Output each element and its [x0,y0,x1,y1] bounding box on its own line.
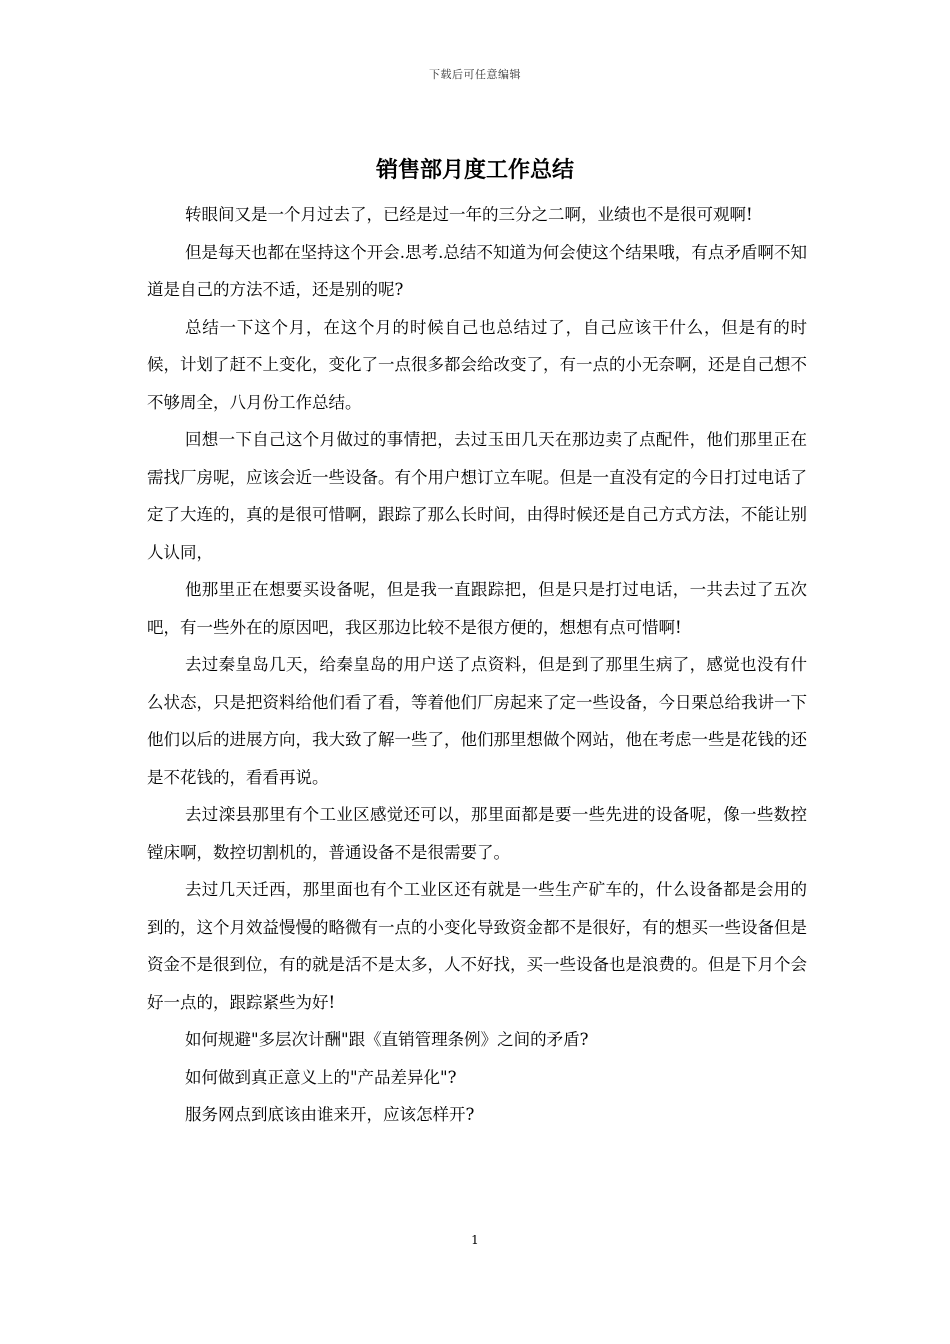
body-paragraph: 总结一下这个月，在这个月的时候自己也总结过了，自己应该干什么，但是有的时候，计划了赶不上变化，变化了一点很多都会给改变了，有一点的小无奈啊，还是自己想不不够周全，八月份工作总结。 [147,317,807,412]
document-body [147,196,807,1134]
page-number: 1 [471,1233,479,1247]
document-title: 销售部月度工作总结 [375,157,574,183]
body-question: 服务网点到底该由谁来开，应该怎样开? [184,1105,475,1124]
body-question: 如何做到真正意义上的"产品差异化"? [184,1067,457,1087]
body-paragraph: 他那里正在想要买设备呢，但是我一直跟踪把，但是只是打过电话，一共去过了五次吧，有一些外在的原因吧，我区那边比较不是很方便的，想想有点可惜啊! [147,580,807,637]
body-paragraph: 转眼间又是一个月过去了，已经是过一年的三分之二啊，业绩也不是很可观啊! [184,205,753,224]
body-paragraph: 去过滦县那里有个工业区感觉还可以，那里面都是要一些先进的设备呢，像一些数控镗床啊，数控切割机的，普通设备不是很需要了。 [147,805,807,862]
body-paragraph: 去过秦皇岛几天，给秦皇岛的用户送了点资料，但是到了那里生病了，感觉也没有什么状态，只是把资料给他们看了看，等着他们厂房起来了定一些设备，今日栗总给我讲一下他们以后的进展方向，我大致了解一些了，他们那里想做个网站，他在考虑一些是花钱的还是不花钱的，看看再说。 [147,655,807,787]
body-paragraph: 回想一下自己这个月做过的事情把，去过玉田几天在那边卖了点配件，他们那里正在需找厂房呢，应该会近一些设备。有个用户想订立车呢。但是一直没有定的今日打过电话了定了大连的，真的是很可惜啊，跟踪了那么长时间，由得时候还是自己方式方法，不能让别人认同， [147,430,807,562]
body-paragraph: 但是每天也都在坚持这个开会.思考.总结不知道为何会使这个结果哦，有点矛盾啊不知道是自己的方法不适，还是别的呢? [147,242,807,299]
page-header-note: 下载后可任意编辑 [429,68,521,81]
body-question: 如何规避"多层次计酬"跟《直销管理条例》之间的矛盾? [184,1030,589,1049]
body-paragraph: 去过几天迁西，那里面也有个工业区还有就是一些生产矿车的，什么设备都是会用的到的，这个月效益慢慢的略微有一点的小变化导致资金都不是很好，有的想买一些设备但是资金不是很到位，有的就是活不是太多，人不好找，买一些设备也是浪费的。但是下月个会好一点的，跟踪紧些为好! [147,880,807,1012]
